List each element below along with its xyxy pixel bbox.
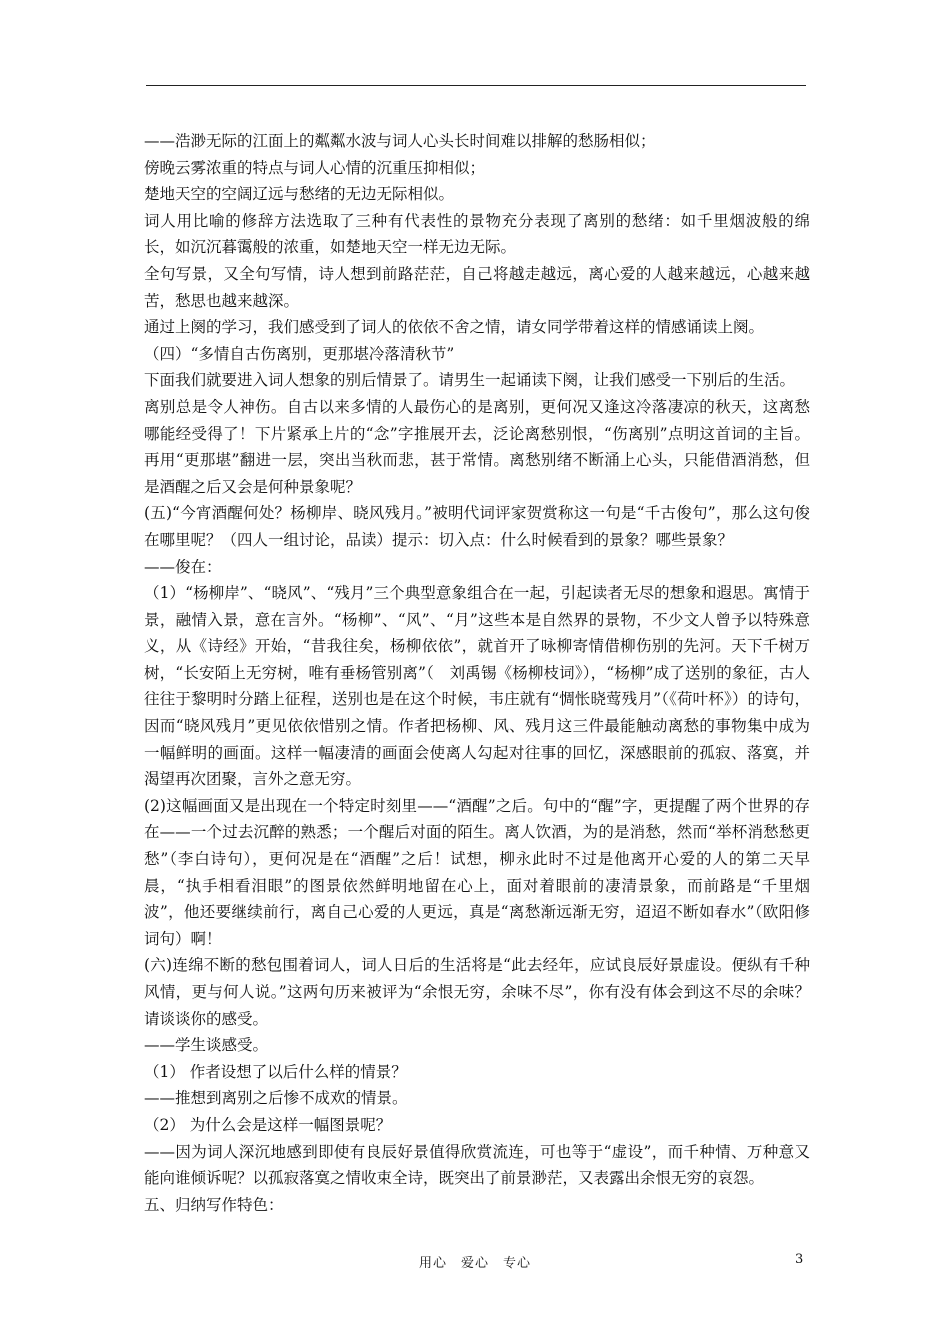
paragraph: 楚地天空的空阔辽远与愁绪的无边无际相似。: [144, 185, 455, 204]
paragraph: 全句写景，又全句写情，诗人想到前路茫茫，自己将越走越远，离心爱的人越来越远，心越来越苦，愁思也越来越深。: [144, 264, 810, 310]
paragraph: 下面我们就要进入词人想象的别后情景了。请男生一起诵读下阕，让我们感受一下别后的生活。: [144, 371, 796, 390]
paragraph: ——学生谈感受。: [144, 1036, 269, 1055]
document-body: [144, 128, 810, 1218]
paragraph: ——因为词人深沉地感到即使有良辰好景值得欣赏流连，可也等于“虚设”，而千种情、万种意又能向谁倾诉呢？以孤寂落寞之情收束全诗，既突出了前景渺茫，又表露出余恨无穷的哀怨。: [144, 1142, 810, 1188]
paragraph: （1） 作者设想了以后什么样的情景？: [144, 1062, 407, 1081]
paragraph: 五、归纳写作特色：: [144, 1195, 284, 1214]
paragraph: 傍晚云雾浓重的特点与词人心情的沉重压抑相似；: [144, 158, 486, 177]
paragraph: (2)这幅画面又是出现在一个特定时刻里——“酒醒”之后。句中的“醒”字，更提醒了两个世界的存在——一个过去沉醉的熟悉；一个醒后对面的陌生。离人饮酒，为的是消愁，然而“举杯消愁愁更愁”（李白诗句），更何况是在“酒醒”之后！试想，柳永此时不过是他离开心爱的人的第二天早晨，“执手相看泪眼”的图景依然鲜明地留在心上，面对着眼前的凄清景象，而前路是“千里烟波”，他还要继续前行，离自己心爱的人更远，真是“离愁渐远渐无穷，迢迢不断如春水”（欧阳修词句）啊！: [144, 796, 810, 948]
paragraph: 离别总是令人神伤。自古以来多情的人最伤心的是离别，更何况又逢这冷落凄凉的秋天，这离愁哪能经受得了！下片紧承上片的“念”字推展开去，泛论离愁别恨，“伤离别”点明这首词的主旨。再用“更那堪”翻进一层，突出当秋而悲，甚于常情。离愁别绪不断涌上心头，只能借酒消愁，但是酒醒之后又会是何种景象呢？: [144, 397, 810, 496]
footer-motto: 用心 爱心 专心: [418, 1256, 531, 1271]
paragraph: ——俊在：: [144, 557, 222, 576]
header-rule: [146, 85, 806, 86]
paragraph: 通过上阕的学习，我们感受到了词人的依依不舍之情，请女同学带着这样的情感诵读上阕。: [144, 318, 765, 337]
page-number: 3: [795, 1252, 804, 1267]
paragraph: （2） 为什么会是这样一幅图景呢？: [144, 1115, 392, 1134]
section-heading: （四）“多情自古伤离别，更那堪冷落清秋节”: [144, 344, 455, 363]
paragraph: ——推想到离别之后惨不成欢的情景。: [144, 1089, 408, 1108]
paragraph: （1）“杨柳岸”、“晓风”、“残月”三个典型意象组合在一起，引起读者无尽的想象和遐思。寓情于景，融情入景，意在言外。“杨柳”、“风”、“月”这些本是自然界的景物，不少文人曾予以特殊意义，从《诗经》开始，“昔我往矣，杨柳依依”，就首开了咏柳寄情借柳伤别的先河。天下千树万树，“长安陌上无穷树，唯有垂杨管别离”（ 刘禹锡《杨柳枝词》），“杨柳”成了送别的象征，古人往往于黎明时分踏上征程，送别也是在这个时候，韦庄就有“惆怅晓莺残月”（《荷叶杯》）的诗句，因而“晓风残月”更见依依惜别之情。作者把杨柳、风、残月这三件最能触动离愁的事物集中成为一幅鲜明的画面。这样一幅凄清的画面会使离人勾起对往事的回忆，深感眼前的孤寂、落寞，并渴望再次团聚，言外之意无穷。: [144, 584, 810, 789]
section-heading: (六)连绵不断的愁包围着词人，词人日后的生活将是“此去经年，应试良辰好景虚设。便纵有千种风情，更与何人说。”这两句历来被评为“余恨无穷，余味不尽”，你有没有体会到这不尽的余味？请谈谈你的感受。: [144, 956, 810, 1028]
section-heading: (五)“今宵酒醒何处？杨柳岸、晓风残月。”被明代词评家贺赏称这一句是“千古俊句”，那么这句俊在哪里呢？（四人一组讨论，品读）提示：切入点：什么时候看到的景象？哪些景象？: [144, 504, 810, 549]
paragraph: 词人用比喻的修辞方法选取了三种有代表性的景物充分表现了离别的愁绪：如千里烟波般的绵长，如沉沉暮霭般的浓重，如楚地天空一样无边无际。: [144, 211, 810, 257]
paragraph: ——浩渺无际的江面上的粼粼水波与词人心头长时间难以排解的愁肠相似；: [144, 132, 656, 150]
